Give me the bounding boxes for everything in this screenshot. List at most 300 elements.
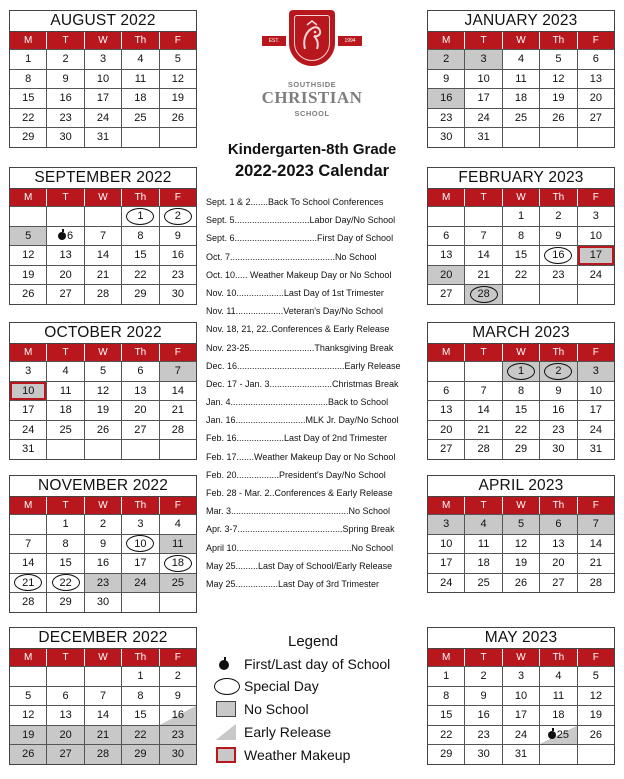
day-cell bbox=[465, 362, 502, 381]
legend-label: Early Release bbox=[244, 724, 332, 740]
month-title: JANUARY 2023 bbox=[428, 11, 614, 32]
day-cell bbox=[465, 70, 502, 89]
day-number: 17 bbox=[96, 92, 110, 105]
day-number: 20 bbox=[59, 728, 72, 741]
day-cell bbox=[122, 207, 159, 226]
weekday-header bbox=[10, 189, 196, 206]
day-number: 7 bbox=[480, 384, 487, 397]
event-item: Sept. 1 & 2.......Back To School Conferences bbox=[206, 197, 384, 207]
day-cell bbox=[578, 515, 614, 534]
day-cell bbox=[122, 515, 159, 534]
day-cell bbox=[85, 574, 122, 593]
day-number: 7 bbox=[25, 537, 32, 550]
day-number: 28 bbox=[96, 748, 110, 761]
day-number: 10 bbox=[589, 384, 602, 397]
week-row bbox=[10, 686, 196, 706]
day-cell bbox=[503, 266, 540, 285]
day-cell bbox=[465, 382, 502, 401]
legend-item-early-release bbox=[212, 723, 417, 743]
day-cell bbox=[160, 554, 196, 573]
day-number: 27 bbox=[440, 288, 453, 301]
day-cell bbox=[503, 382, 540, 401]
day-cell bbox=[578, 554, 614, 573]
weekday-label: F bbox=[174, 652, 181, 663]
day-number: 2 bbox=[443, 53, 450, 66]
day-number: 29 bbox=[514, 443, 528, 456]
day-cell bbox=[503, 70, 540, 89]
day-cell bbox=[160, 246, 196, 265]
day-number: 1 bbox=[137, 670, 144, 683]
day-cell bbox=[428, 89, 465, 108]
day-cell bbox=[540, 535, 577, 554]
day-number: 12 bbox=[552, 72, 565, 85]
black-apple-icon bbox=[548, 731, 556, 739]
day-cell bbox=[160, 227, 196, 246]
day-cell bbox=[47, 440, 84, 459]
day-number: 6 bbox=[592, 53, 599, 66]
day-number: 18 bbox=[477, 557, 490, 570]
day-number: 26 bbox=[96, 423, 110, 436]
day-cell bbox=[160, 382, 196, 401]
day-number: 13 bbox=[59, 709, 72, 722]
week-row bbox=[10, 127, 196, 147]
weekday-label: F bbox=[174, 347, 181, 358]
day-number: 10 bbox=[477, 72, 490, 85]
day-cell bbox=[10, 50, 47, 69]
calendar-august-2022 bbox=[9, 10, 197, 148]
day-number: 15 bbox=[514, 404, 528, 417]
day-cell bbox=[122, 285, 159, 304]
circle-icon bbox=[214, 678, 240, 695]
day-number: 29 bbox=[59, 596, 72, 609]
event-item: Nov. 10...................Last Day of 1st Trimester bbox=[206, 287, 384, 298]
day-number: 25 bbox=[171, 576, 184, 589]
day-cell bbox=[540, 266, 577, 285]
day-number: 24 bbox=[589, 268, 602, 281]
day-number: 10 bbox=[514, 689, 528, 702]
day-cell bbox=[160, 362, 196, 381]
day-cell bbox=[503, 535, 540, 554]
day-cell bbox=[465, 706, 502, 725]
day-cell bbox=[47, 109, 84, 128]
day-cell bbox=[503, 227, 540, 246]
day-cell bbox=[85, 266, 122, 285]
day-cell bbox=[578, 207, 614, 226]
day-number: 11 bbox=[477, 537, 490, 550]
day-cell bbox=[10, 535, 47, 554]
day-cell bbox=[465, 421, 502, 440]
day-cell bbox=[47, 70, 84, 89]
day-cell bbox=[47, 89, 84, 108]
day-cell bbox=[540, 515, 577, 534]
day-cell bbox=[47, 574, 84, 593]
week-row bbox=[428, 265, 614, 285]
day-cell bbox=[47, 535, 84, 554]
day-cell bbox=[465, 440, 502, 459]
day-cell bbox=[503, 421, 540, 440]
day-number: 6 bbox=[555, 518, 562, 531]
day-number: 3 bbox=[25, 365, 32, 378]
day-cell bbox=[428, 266, 465, 285]
day-cell bbox=[85, 706, 122, 725]
event-item: Oct. 7..........................................No School bbox=[206, 251, 377, 262]
day-cell bbox=[503, 574, 540, 593]
day-cell bbox=[47, 207, 84, 226]
day-number: 10 bbox=[22, 384, 35, 397]
day-cell bbox=[10, 401, 47, 420]
week-row bbox=[10, 381, 196, 401]
day-cell bbox=[122, 574, 159, 593]
day-cell bbox=[578, 687, 614, 706]
day-cell bbox=[10, 574, 47, 593]
day-cell bbox=[465, 266, 502, 285]
legend-item-no-school bbox=[212, 700, 417, 720]
day-cell bbox=[503, 246, 540, 265]
weekday-label: M bbox=[428, 32, 465, 49]
day-number: 11 bbox=[552, 689, 565, 702]
day-cell bbox=[85, 667, 122, 686]
day-number: 12 bbox=[22, 709, 35, 722]
day-cell bbox=[122, 593, 159, 612]
day-number: 4 bbox=[62, 365, 69, 378]
day-number: 5 bbox=[592, 670, 599, 683]
day-number: 22 bbox=[440, 728, 453, 741]
week-row bbox=[10, 49, 196, 69]
day-cell bbox=[122, 421, 159, 440]
event-item: Feb. 17.......Weather Makeup Day or No School bbox=[206, 451, 396, 462]
week-row bbox=[428, 439, 614, 459]
week-row bbox=[10, 400, 196, 420]
day-cell bbox=[540, 89, 577, 108]
day-cell bbox=[540, 421, 577, 440]
day-cell bbox=[578, 109, 614, 128]
day-cell bbox=[160, 515, 196, 534]
day-number: 22 bbox=[59, 576, 72, 589]
day-number: 7 bbox=[480, 229, 487, 242]
day-number: 1 bbox=[62, 518, 69, 531]
day-number: 13 bbox=[552, 537, 565, 550]
day-cell bbox=[85, 593, 122, 612]
day-number: 28 bbox=[171, 423, 184, 436]
weekday-header bbox=[10, 344, 196, 361]
calendar-january-2023 bbox=[427, 10, 615, 148]
day-number: 16 bbox=[171, 709, 184, 722]
weekday-label: M bbox=[428, 649, 465, 666]
weekday-label: Th bbox=[540, 497, 577, 514]
weekday-label: T bbox=[465, 649, 502, 666]
day-cell bbox=[578, 535, 614, 554]
day-cell bbox=[160, 706, 196, 725]
day-number: 15 bbox=[134, 709, 147, 722]
day-cell bbox=[47, 128, 84, 147]
day-cell bbox=[578, 285, 614, 304]
week-row bbox=[10, 592, 196, 612]
day-cell bbox=[578, 89, 614, 108]
day-number: 17 bbox=[440, 557, 453, 570]
day-number: 26 bbox=[589, 728, 602, 741]
day-number: 24 bbox=[440, 576, 453, 589]
day-cell bbox=[578, 128, 614, 147]
day-number: 16 bbox=[59, 92, 72, 105]
day-cell bbox=[540, 401, 577, 420]
day-cell bbox=[428, 128, 465, 147]
day-number: 19 bbox=[22, 728, 35, 741]
day-cell bbox=[578, 266, 614, 285]
day-cell bbox=[540, 687, 577, 706]
day-number: 20 bbox=[134, 404, 147, 417]
day-cell bbox=[122, 401, 159, 420]
day-number: 2 bbox=[62, 53, 69, 66]
day-number: 28 bbox=[96, 288, 110, 301]
day-number: 15 bbox=[440, 709, 453, 722]
day-cell bbox=[540, 70, 577, 89]
weekday-label: Th bbox=[122, 344, 159, 361]
day-cell bbox=[428, 70, 465, 89]
day-cell bbox=[10, 726, 47, 745]
day-number: 16 bbox=[96, 557, 110, 570]
day-number: 30 bbox=[59, 131, 72, 144]
weekday-label: M bbox=[428, 497, 465, 514]
day-number: 5 bbox=[174, 53, 181, 66]
day-number: 2 bbox=[174, 210, 181, 223]
event-item: Nov. 11...................Veteran's Day/No School bbox=[206, 306, 383, 317]
week-row bbox=[10, 553, 196, 573]
month-title: AUGUST 2022 bbox=[10, 11, 196, 32]
day-cell bbox=[428, 421, 465, 440]
day-cell bbox=[465, 535, 502, 554]
day-cell bbox=[122, 89, 159, 108]
weekday-header bbox=[10, 32, 196, 49]
day-number: 4 bbox=[480, 518, 487, 531]
day-cell bbox=[540, 440, 577, 459]
day-cell bbox=[465, 128, 502, 147]
day-number: 26 bbox=[22, 288, 35, 301]
day-cell bbox=[465, 50, 502, 69]
day-cell bbox=[578, 227, 614, 246]
day-number: 12 bbox=[171, 72, 184, 85]
day-number: 9 bbox=[443, 72, 450, 85]
week-row bbox=[10, 725, 196, 745]
week-row bbox=[428, 744, 614, 764]
day-cell bbox=[160, 593, 196, 612]
weekday-label: T bbox=[47, 189, 84, 206]
day-cell bbox=[122, 535, 159, 554]
week-row bbox=[428, 573, 614, 593]
day-number: 14 bbox=[589, 537, 602, 550]
day-cell bbox=[10, 745, 47, 764]
day-number: 29 bbox=[134, 288, 147, 301]
day-cell bbox=[122, 726, 159, 745]
day-cell bbox=[160, 421, 196, 440]
day-number: 23 bbox=[171, 728, 184, 741]
event-item: Feb. 20.................President's Day/No School bbox=[206, 469, 386, 480]
day-cell bbox=[47, 726, 84, 745]
day-number: 5 bbox=[517, 518, 525, 531]
week-row bbox=[10, 88, 196, 108]
day-cell bbox=[465, 246, 502, 265]
day-cell bbox=[540, 207, 577, 226]
day-number: 25 bbox=[59, 423, 72, 436]
day-cell bbox=[122, 227, 159, 246]
day-cell bbox=[503, 50, 540, 69]
day-number: 3 bbox=[99, 53, 107, 66]
school-name-line3: SCHOOL bbox=[294, 109, 330, 118]
day-number: 16 bbox=[477, 709, 490, 722]
day-cell bbox=[503, 285, 540, 304]
week-row bbox=[428, 420, 614, 440]
day-cell bbox=[428, 207, 465, 226]
day-number: 25 bbox=[134, 111, 147, 124]
day-cell bbox=[428, 667, 465, 686]
day-cell bbox=[85, 535, 122, 554]
weekday-label: W bbox=[85, 649, 122, 666]
event-item: May 25.................Last Day of 3rd Trimester bbox=[206, 578, 380, 589]
day-number: 1 bbox=[517, 210, 525, 223]
day-cell bbox=[122, 706, 159, 725]
week-row bbox=[428, 666, 614, 686]
event-item: Mar. 3...............................................No School bbox=[206, 506, 391, 517]
weekday-label: F bbox=[174, 500, 181, 511]
week-row bbox=[428, 725, 614, 745]
day-cell bbox=[85, 687, 122, 706]
day-number: 21 bbox=[589, 557, 602, 570]
weekday-label: Th bbox=[122, 189, 159, 206]
day-cell bbox=[10, 89, 47, 108]
week-row bbox=[428, 400, 614, 420]
day-number: 22 bbox=[134, 268, 147, 281]
day-cell bbox=[428, 246, 465, 265]
week-row bbox=[428, 361, 614, 381]
day-number: 3 bbox=[137, 518, 144, 531]
day-cell bbox=[10, 227, 47, 246]
calendar-december-2022 bbox=[9, 627, 197, 765]
est-banner: EST. bbox=[262, 36, 286, 46]
day-cell bbox=[428, 440, 465, 459]
day-cell bbox=[85, 554, 122, 573]
day-number: 13 bbox=[59, 249, 72, 262]
weekday-label: F bbox=[592, 35, 599, 46]
day-number: 19 bbox=[589, 709, 602, 722]
day-cell bbox=[10, 362, 47, 381]
day-number: 14 bbox=[96, 709, 110, 722]
day-number: 7 bbox=[99, 229, 107, 242]
week-row bbox=[10, 420, 196, 440]
grade-heading: Kindergarten-8th Grade bbox=[227, 141, 397, 158]
day-number: 24 bbox=[514, 728, 528, 741]
weekday-header bbox=[428, 344, 614, 361]
week-row bbox=[428, 514, 614, 534]
legend-label: Weather Makeup bbox=[244, 747, 351, 763]
day-cell bbox=[160, 70, 196, 89]
day-cell bbox=[47, 515, 84, 534]
day-cell bbox=[428, 745, 465, 764]
legend-label: Special Day bbox=[244, 678, 319, 694]
day-number: 7 bbox=[99, 689, 107, 702]
weekday-header bbox=[428, 497, 614, 514]
day-number: 12 bbox=[589, 689, 602, 702]
day-number: 9 bbox=[555, 229, 562, 242]
weekday-label: W bbox=[85, 497, 122, 514]
day-number: 2 bbox=[99, 518, 107, 531]
month-title: DECEMBER 2022 bbox=[10, 628, 196, 649]
day-number: 25 bbox=[556, 728, 570, 741]
day-cell bbox=[47, 706, 84, 725]
day-number: 24 bbox=[22, 423, 35, 436]
event-item: Oct. 10..... Weather Makeup Day or No School bbox=[206, 269, 392, 280]
day-cell bbox=[465, 227, 502, 246]
day-cell bbox=[503, 401, 540, 420]
week-row bbox=[10, 534, 196, 554]
event-item: Feb. 28 - Mar. 2..Conferences & Early Release bbox=[206, 488, 393, 498]
day-cell bbox=[160, 535, 196, 554]
day-cell bbox=[122, 246, 159, 265]
day-cell bbox=[503, 554, 540, 573]
day-number: 27 bbox=[134, 423, 147, 436]
day-cell bbox=[85, 89, 122, 108]
day-cell bbox=[540, 128, 577, 147]
day-number: 21 bbox=[477, 268, 490, 281]
day-cell bbox=[540, 285, 577, 304]
day-cell bbox=[465, 109, 502, 128]
month-title: OCTOBER 2022 bbox=[10, 323, 196, 344]
day-cell bbox=[428, 706, 465, 725]
day-cell bbox=[122, 128, 159, 147]
month-title: MAY 2023 bbox=[428, 628, 614, 649]
day-number: 19 bbox=[22, 268, 35, 281]
day-number: 11 bbox=[59, 384, 72, 397]
week-row bbox=[428, 88, 614, 108]
black-apple-icon bbox=[58, 232, 66, 240]
weekday-label: Th bbox=[540, 344, 577, 361]
event-item: Dec. 17 - Jan. 3.........................Christmas Break bbox=[206, 378, 399, 389]
week-row bbox=[10, 226, 196, 246]
day-number: 20 bbox=[59, 268, 72, 281]
week-row bbox=[428, 284, 614, 304]
day-cell bbox=[160, 109, 196, 128]
day-number: 24 bbox=[477, 111, 490, 124]
weekday-label: T bbox=[465, 344, 502, 361]
day-number: 30 bbox=[477, 748, 490, 761]
day-number: 6 bbox=[443, 384, 450, 397]
day-number: 2 bbox=[174, 670, 181, 683]
weekday-header bbox=[428, 189, 614, 206]
week-row bbox=[10, 666, 196, 686]
day-number: 5 bbox=[99, 365, 107, 378]
day-number: 31 bbox=[589, 443, 602, 456]
weekday-label: M bbox=[10, 497, 47, 514]
day-number: 5 bbox=[25, 689, 32, 702]
weekday-label: T bbox=[47, 32, 84, 49]
day-cell bbox=[10, 593, 47, 612]
day-number: 11 bbox=[515, 72, 527, 85]
day-cell bbox=[85, 50, 122, 69]
day-number: 13 bbox=[440, 249, 453, 262]
day-number: 10 bbox=[134, 537, 147, 550]
day-number: 16 bbox=[171, 249, 184, 262]
day-number: 20 bbox=[440, 423, 453, 436]
day-cell bbox=[85, 109, 122, 128]
day-cell bbox=[160, 207, 196, 226]
day-number: 9 bbox=[480, 689, 487, 702]
day-number: 12 bbox=[22, 249, 35, 262]
day-cell bbox=[122, 745, 159, 764]
weekday-label: W bbox=[503, 649, 540, 666]
day-number: 2 bbox=[480, 670, 487, 683]
event-item: April 10..............................................No School bbox=[206, 542, 394, 553]
day-number: 3 bbox=[592, 210, 599, 223]
day-cell bbox=[160, 687, 196, 706]
week-row bbox=[428, 49, 614, 69]
